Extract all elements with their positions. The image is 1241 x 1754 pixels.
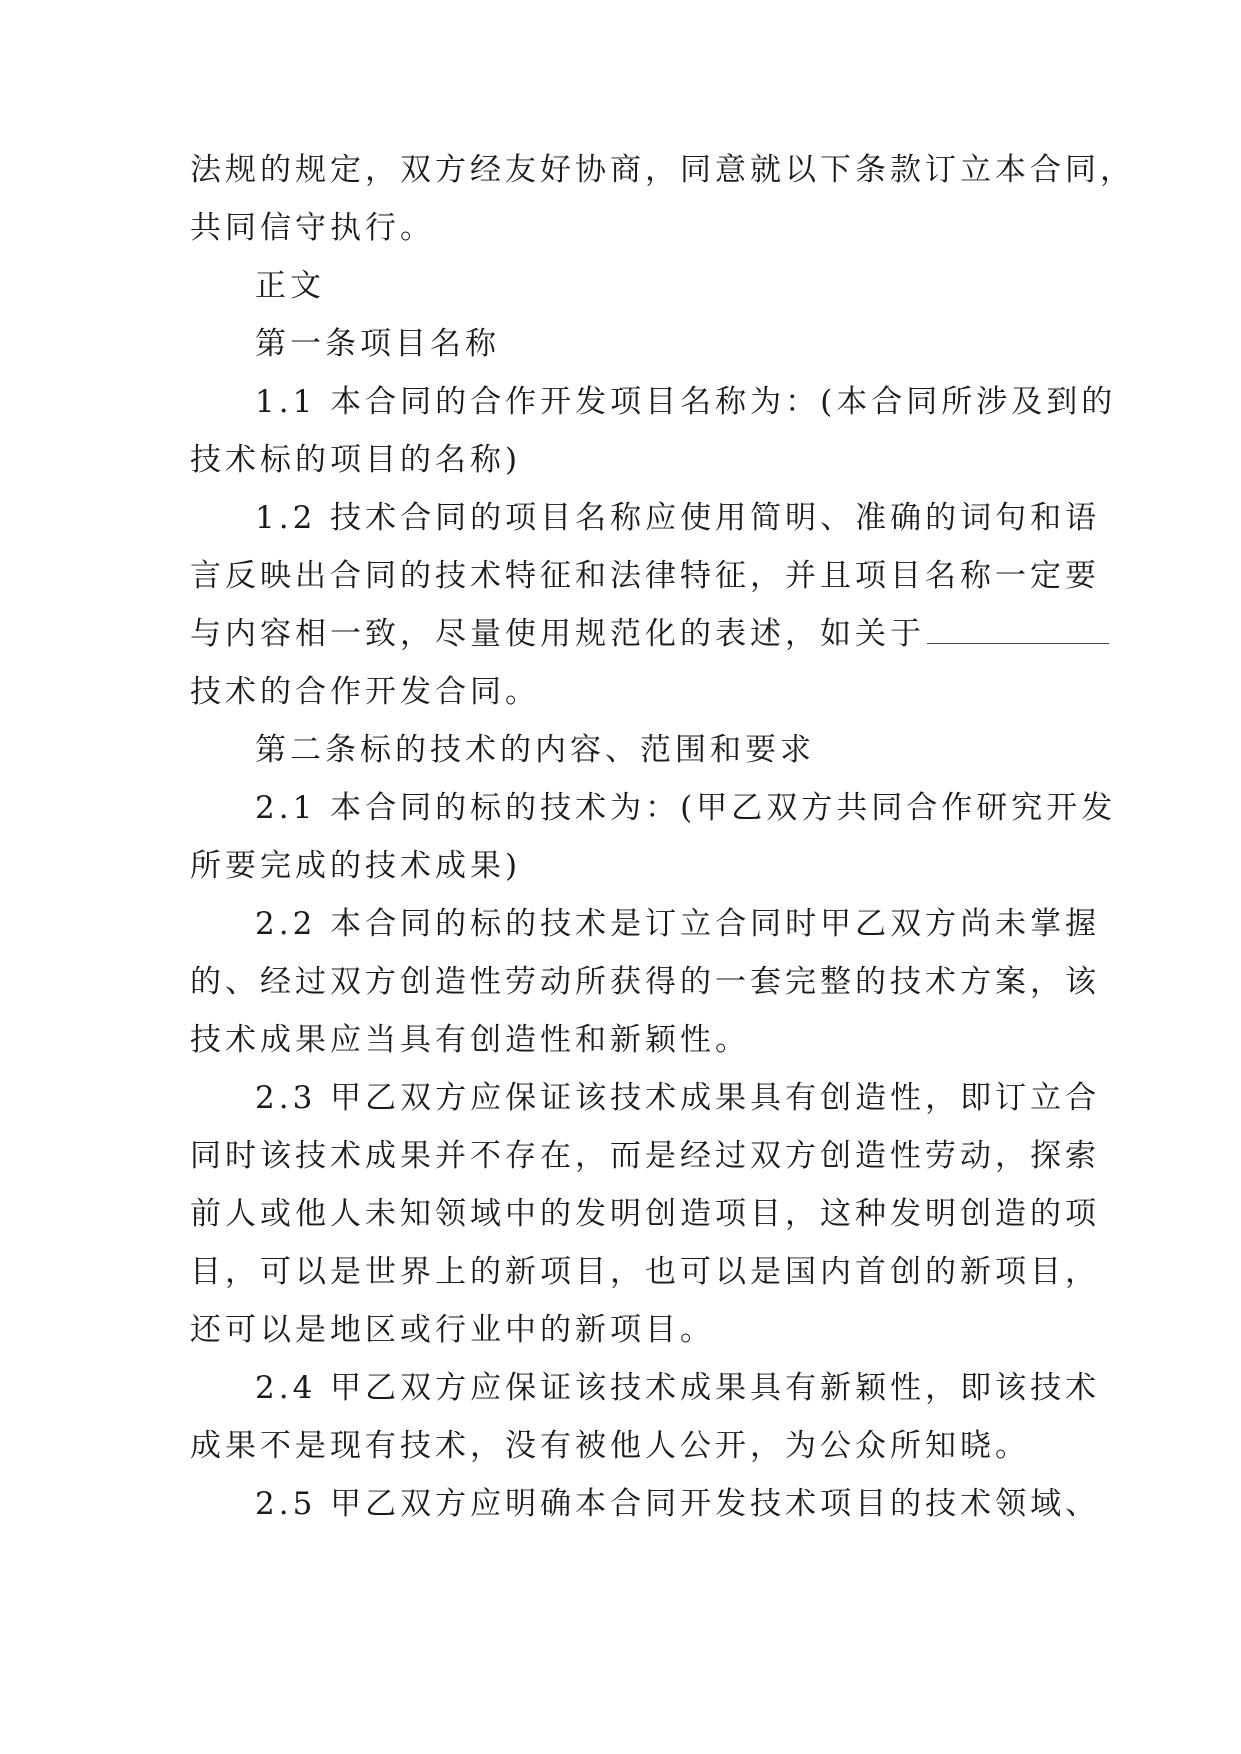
clause-line: 1.2 技术合同的项目名称应使用简明、准确的词句和语: [255, 500, 1101, 536]
clause-line: 的、经过双方创造性劳动所获得的一套完整的技术方案，该: [190, 964, 1100, 1000]
fill-in-blank: [927, 643, 1109, 644]
clause-line: 2.2 本合同的标的技术是订立合同时甲乙双方尚未掌握: [255, 906, 1101, 942]
clause-line: 2.5 甲乙双方应明确本合同开发技术项目的技术领域、: [255, 1486, 1101, 1522]
clause-line: 言反映出合同的技术特征和法律特征，并且项目名称一定要: [190, 558, 1100, 594]
clause-line: 1.1 本合同的合作开发项目名称为：(本合同所涉及到的: [255, 384, 1117, 420]
article-heading: 第一条项目名称: [255, 326, 500, 362]
article-heading: 第二条标的技术的内容、范围和要求: [255, 732, 815, 768]
clause-line-with-blank: [190, 614, 1109, 654]
clause-line: 所要完成的技术成果): [190, 848, 522, 884]
clause-line: 技术成果应当具有创造性和新颖性。: [190, 1022, 750, 1058]
clause-line: 前人或他人未知领域中的发明创造项目，这种发明创造的项: [190, 1196, 1100, 1232]
clause-line: 成果不是现有技术，没有被他人公开，为公众所知晓。: [190, 1428, 1030, 1464]
clause-line: 2.1 本合同的标的技术为：(甲乙双方共同合作研究开发: [255, 790, 1117, 826]
clause-line: 2.4 甲乙双方应保证该技术成果具有新颖性，即该技术: [255, 1370, 1101, 1406]
clause-line: 技术的合作开发合同。: [190, 674, 540, 710]
clause-line: 技术标的项目的名称): [190, 442, 522, 478]
clause-line: 还可以是地区或行业中的新项目。: [190, 1312, 715, 1348]
clause-line: 目，可以是世界上的新项目，也可以是国内首创的新项目，: [190, 1254, 1100, 1290]
section-heading: 正文: [255, 268, 325, 304]
clause-line: 同时该技术成果并不存在，而是经过双方创造性劳动，探索: [190, 1138, 1100, 1174]
text-line: 共同信守执行。: [190, 210, 435, 246]
text-line: 法规的规定，双方经友好协商，同意就以下条款订立本合同，: [190, 152, 1135, 188]
clause-line: 2.3 甲乙双方应保证该技术成果具有创造性，即订立合: [255, 1080, 1101, 1116]
clause-text: 与内容相一致，尽量使用规范化的表述，如关于: [190, 616, 925, 652]
